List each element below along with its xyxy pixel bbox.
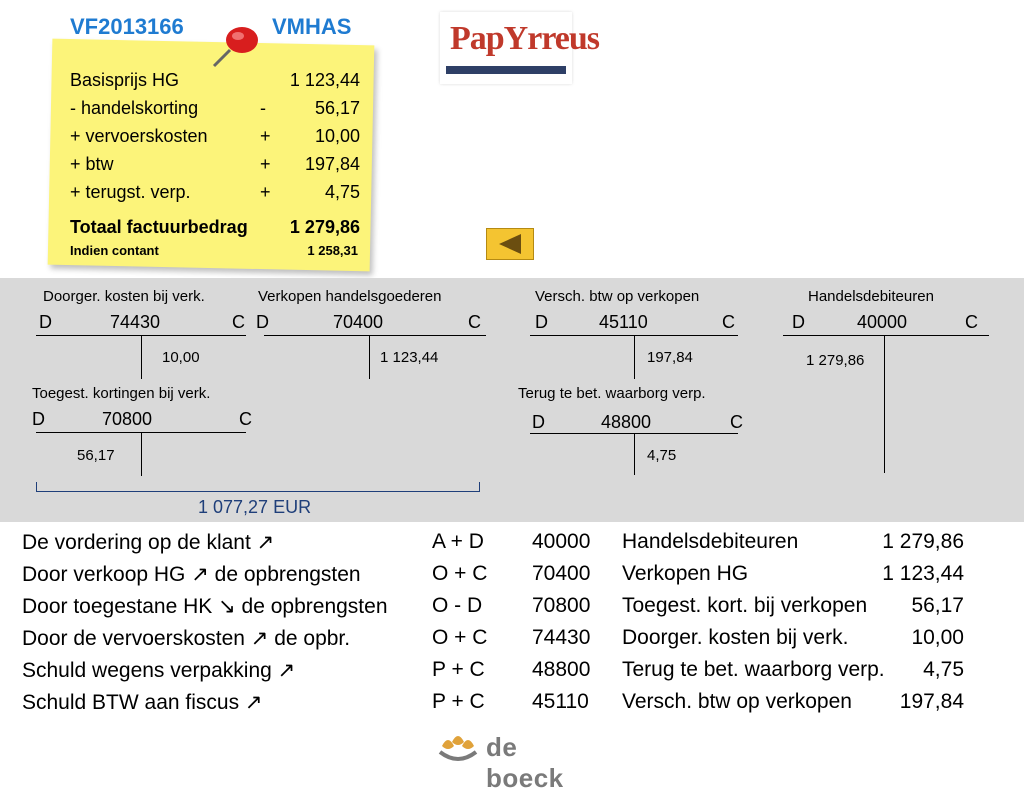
credit-label: C <box>239 409 252 429</box>
credit-amount: 4,75 <box>647 447 677 464</box>
credit-label: C <box>468 312 481 332</box>
journal-desc: Schuld BTW aan fiscus ↗ <box>22 691 263 714</box>
journal-amount: 4,75 <box>923 658 964 681</box>
brace-total: 1 077,27 EUR <box>198 497 312 517</box>
credit-label: C <box>232 312 245 332</box>
debit-label: D <box>792 312 805 332</box>
note-row-value: 1 123,44 <box>289 70 360 90</box>
debit-label: D <box>32 409 45 429</box>
journal-desc: De vordering op de klant ↗ <box>22 531 275 554</box>
credit-label: C <box>730 412 743 432</box>
journal-code: A + D <box>432 530 484 553</box>
pushpin-icon <box>204 22 264 72</box>
journal-code: O - D <box>432 594 483 617</box>
back-button[interactable] <box>486 228 534 260</box>
journal-account-name: Toegest. kort. bij verkopen <box>622 594 868 617</box>
debit-label: D <box>256 312 269 332</box>
debit-label: D <box>535 312 548 332</box>
leaves-icon <box>438 732 478 764</box>
t-account-divider <box>884 335 885 473</box>
account-title: Toegest. kortingen bij verk. <box>32 385 211 402</box>
journal-account: 70800 <box>532 594 591 617</box>
note-cash-value: 1 258,31 <box>307 243 358 258</box>
account-number: 45110 <box>599 312 648 332</box>
journal-desc: Schuld wegens verpakking ↗ <box>22 659 296 682</box>
account-number: 74430 <box>110 312 161 332</box>
credit-amount: 1 123,44 <box>380 349 439 366</box>
journal-account: 40000 <box>532 530 591 553</box>
journal-row <box>0 690 1024 722</box>
journal-amount: 197,84 <box>899 690 964 713</box>
journal-account-name: Handelsdebiteuren <box>622 530 799 553</box>
credit-amount: 197,84 <box>647 349 693 366</box>
journal-account: 45110 <box>532 690 589 713</box>
note-row-label: + vervoerskosten <box>70 126 208 146</box>
debit-label: D <box>532 412 545 432</box>
note-row-value: 4,75 <box>324 182 360 202</box>
credit-label: C <box>722 312 735 332</box>
note-row-label: + btw <box>70 154 114 174</box>
journal-desc: Door toegestane HK ↘ de opbrengsten <box>22 595 388 618</box>
t-account-line <box>783 335 989 336</box>
account-title: Handelsdebiteuren <box>808 288 934 305</box>
note-row-label: - handelskorting <box>70 98 199 118</box>
note-total-value: 1 279,86 <box>289 217 360 237</box>
note-row-label: Basisprijs HG <box>70 70 180 90</box>
papyrreus-logo <box>440 12 600 84</box>
triangle-left-icon <box>487 229 533 259</box>
journal-amount: 10,00 <box>911 626 964 649</box>
sum-brace <box>36 482 480 492</box>
note-row-sign: + <box>260 182 271 202</box>
account-title: Verkopen handelsgoederen <box>258 288 442 305</box>
journal-code: O + C <box>432 562 488 585</box>
t-account-divider <box>634 335 635 379</box>
note-row-value: 197,84 <box>304 154 360 174</box>
journal-account-name: Terug te bet. waarborg verp. <box>622 658 885 681</box>
note-row-sign: - <box>260 98 266 118</box>
journal-amount: 1 123,44 <box>882 562 964 585</box>
journal-account-name: Doorger. kosten bij verk. <box>622 626 849 649</box>
account-title: Doorger. kosten bij verk. <box>43 288 205 305</box>
note-cash-label: Indien contant <box>70 243 159 258</box>
account-number: 48800 <box>601 412 652 432</box>
note-row-sign: + <box>260 154 271 174</box>
logo-text: PapYrreus <box>450 20 600 57</box>
journal-code: P + C <box>432 658 485 681</box>
logo-bar <box>446 66 566 74</box>
note-row-value: 56,17 <box>314 98 360 118</box>
journal-account-name: Verkopen HG <box>622 562 749 585</box>
t-account-divider <box>369 335 370 379</box>
journal-code: P + C <box>432 690 485 713</box>
account-number: 70400 <box>333 312 384 332</box>
debit-amount: 56,17 <box>77 447 115 464</box>
account-title: Terug te bet. waarborg verp. <box>518 385 706 402</box>
journal-desc: Door de vervoerskosten ↗ de opbr. <box>22 627 351 650</box>
debit-label: D <box>39 312 52 332</box>
note-total-label: Totaal factuurbedrag <box>70 217 248 237</box>
account-number: 40000 <box>857 312 908 332</box>
t-account-divider <box>141 335 142 379</box>
journal-row <box>0 530 1024 562</box>
note-row-label: + terugst. verp. <box>70 182 191 202</box>
invoice-code: VMHAS <box>272 14 352 39</box>
journal-amount: 56,17 <box>911 594 964 617</box>
journal-account: 48800 <box>532 658 591 681</box>
brand-text: de boeck <box>486 732 564 793</box>
journal-row <box>0 626 1024 658</box>
journal-code: O + C <box>432 626 488 649</box>
credit-amount: 10,00 <box>162 349 200 366</box>
journal-account-name: Versch. btw op verkopen <box>622 690 852 713</box>
journal-amount: 1 279,86 <box>882 530 964 553</box>
t-account-divider <box>634 433 635 475</box>
journal-desc: Door verkoop HG ↗ de opbrengsten <box>22 563 361 586</box>
account-title: Versch. btw op verkopen <box>535 288 700 305</box>
invoice-id: VF2013166 <box>70 14 184 39</box>
de-boeck-logo <box>438 730 598 793</box>
journal-account: 74430 <box>532 626 591 649</box>
journal-row <box>0 562 1024 594</box>
journal-row <box>0 658 1024 690</box>
account-number: 70800 <box>102 409 153 429</box>
journal-row <box>0 594 1024 626</box>
journal-account: 70400 <box>532 562 591 585</box>
note-row-sign: + <box>260 126 271 146</box>
credit-label: C <box>965 312 978 332</box>
debit-amount: 1 279,86 <box>806 352 865 369</box>
note-row-value: 10,00 <box>314 126 360 146</box>
t-account-line <box>264 335 486 336</box>
t-account-divider <box>141 432 142 476</box>
